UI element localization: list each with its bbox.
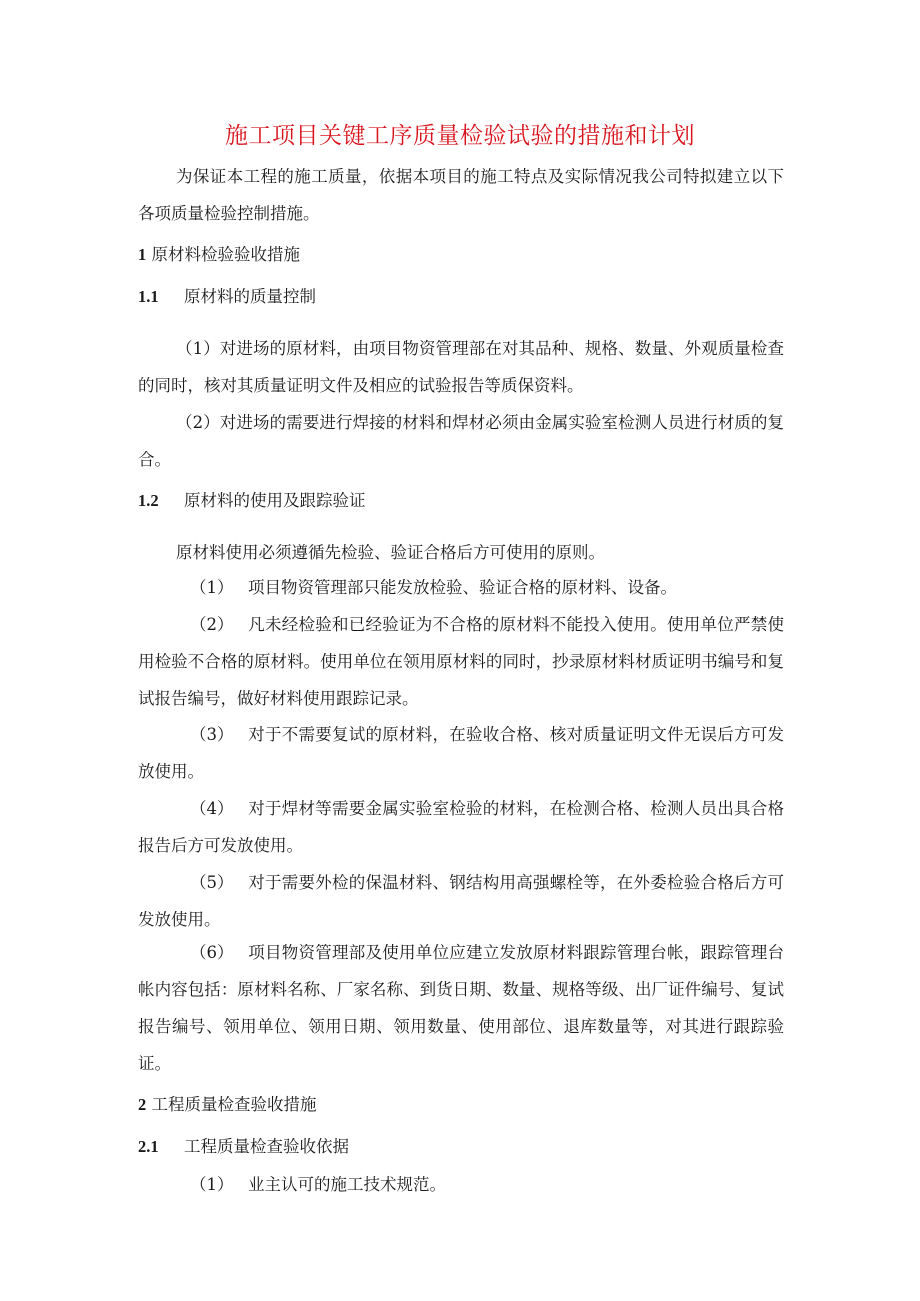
intro-paragraph: 为保证本工程的施工质量，依据本项目的施工特点及实际情况我公司特拟建立以下各项质量检验控制措施。 xyxy=(138,167,784,223)
section-1-title: 原材料检验验收措施 xyxy=(151,245,300,264)
list-item xyxy=(138,790,784,864)
list-item-text: 对于需要外检的保温材料、钢结构用高强螺栓等，在外委检验合格后方可发放使用。 xyxy=(138,873,784,929)
section-1-2-number: 1.2 xyxy=(138,491,159,510)
list-item-text: 业主认可的施工技术规范。 xyxy=(248,1175,446,1194)
paragraph-1-2-lead: 原材料使用必须遵循先检验、验证合格后方可使用的原则。 xyxy=(176,543,605,562)
section-1-number: 1 xyxy=(138,245,147,264)
list-item xyxy=(138,716,784,790)
list-item-label: （4） xyxy=(190,799,234,818)
list-item-text: 凡未经检验和已经验证为不合格的原材料不能投入使用。使用单位严禁使用检验不合格的原材料。使用单位在领用原材料的同时，抄录原材料材质证明书编号和复试报告编号，做好材料使用跟踪记录。 xyxy=(138,615,784,708)
section-2-number: 2 xyxy=(138,1095,147,1114)
section-1-1-heading xyxy=(138,282,316,312)
document-title: 施工项目关键工序质量检验试验的措施和计划 xyxy=(225,123,695,149)
list-item xyxy=(138,606,784,717)
list-item-label: （5） xyxy=(190,873,234,892)
paragraph-1-1-item-2: （2）对进场的需要进行焊接的材料和焊材必须由金属实验室检测人员进行材质的复合。 xyxy=(138,413,784,469)
list-item-text: 对于焊材等需要金属实验室检验的材料，在检测合格、检测人员出具合格报告后方可发放使用。 xyxy=(138,799,784,855)
list-item xyxy=(138,1166,784,1203)
list-item-label: （1） xyxy=(190,578,234,597)
list-item-text: 项目物资管理部及使用单位应建立发放原材料跟踪管理台帐，跟踪管理台帐内容包括：原材料名称、厂家名称、到货日期、数量、规格等级、出厂证件编号、复试报告编号、领用单位、领用日期、领用数量、使用部位、退库数量等，对其进行跟踪验证。 xyxy=(138,943,784,1073)
list-item-label: （3） xyxy=(190,725,234,744)
section-1-1-number: 1.1 xyxy=(138,287,159,306)
section-1-1-title: 原材料的质量控制 xyxy=(184,287,316,306)
list-item xyxy=(138,934,784,1082)
list-item-label: （1） xyxy=(190,1175,234,1194)
list-item xyxy=(138,864,784,938)
section-1-heading xyxy=(138,240,300,270)
section-2-title: 工程质量检查验收措施 xyxy=(151,1095,317,1114)
list-item xyxy=(138,569,784,606)
list-item-label: （2） xyxy=(190,615,234,634)
list-item-label: （6） xyxy=(190,943,234,962)
list-item-text: 对于不需要复试的原材料，在验收合格、核对质量证明文件无误后方可发放使用。 xyxy=(138,725,784,781)
section-2-1-title: 工程质量检查验收依据 xyxy=(184,1137,349,1156)
paragraph-1-1-item-1: （1）对进场的原材料，由项目物资管理部在对其品种、规格、数量、外观质量检查的同时，核对其质量证明文件及相应的试验报告等质保资料。 xyxy=(138,339,784,395)
section-2-heading xyxy=(138,1090,317,1120)
list-item-text: 项目物资管理部只能发放检验、验证合格的原材料、设备。 xyxy=(248,578,677,597)
section-2-1-number: 2.1 xyxy=(138,1137,159,1156)
section-1-2-heading xyxy=(138,486,366,516)
section-2-1-heading xyxy=(138,1132,349,1162)
section-1-2-title: 原材料的使用及跟踪验证 xyxy=(184,491,366,510)
